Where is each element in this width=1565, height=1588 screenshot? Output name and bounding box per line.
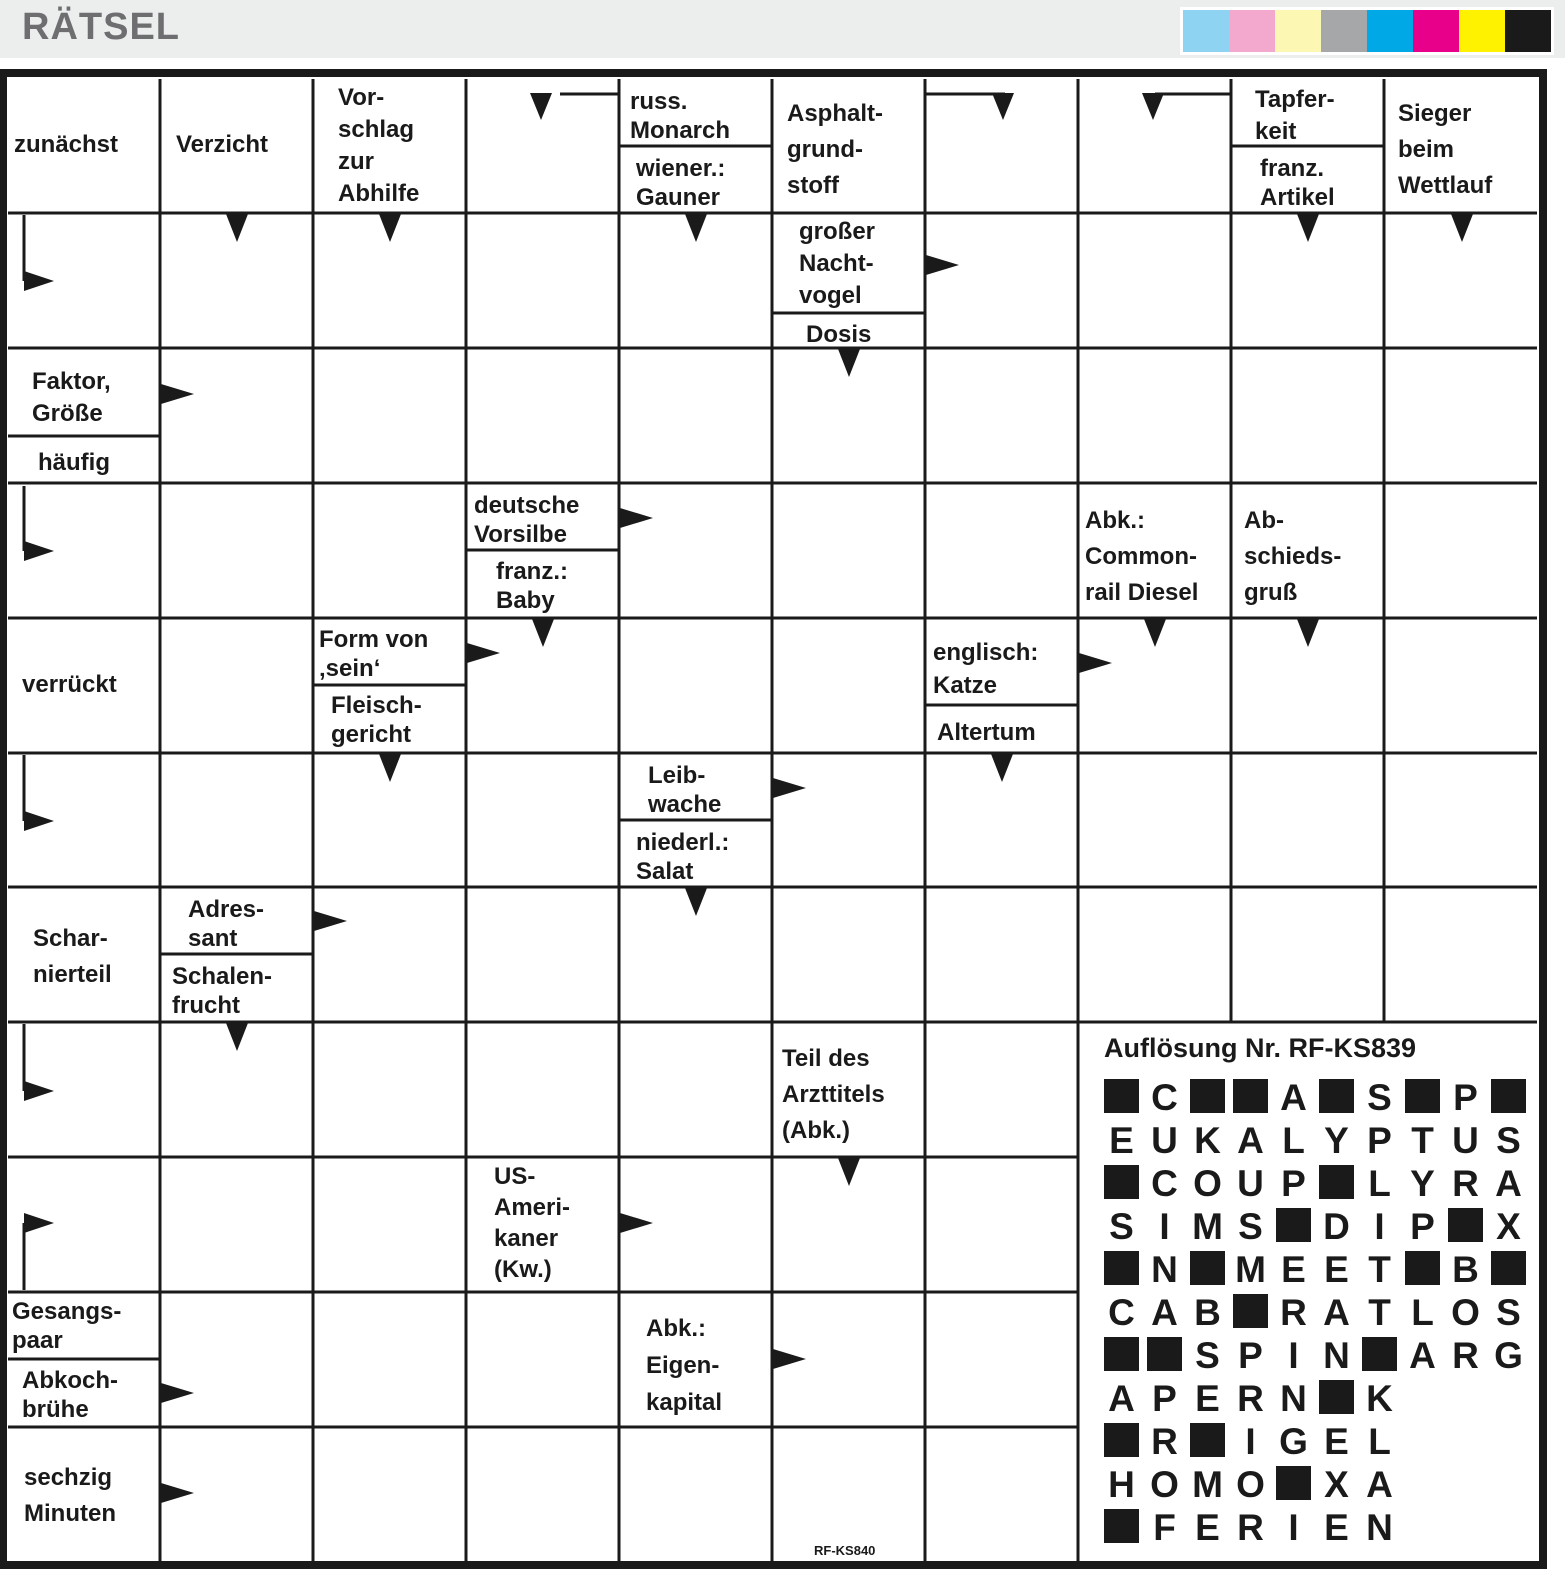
solution-block — [1448, 1208, 1483, 1242]
right-arrow-icon — [773, 1349, 806, 1369]
clue-zunaechst: zunächst — [14, 131, 119, 158]
solution-letter: E — [1324, 1249, 1349, 1290]
solution-letter: I — [1288, 1335, 1299, 1376]
solution-letter: E — [1324, 1421, 1349, 1462]
solution-letter: D — [1323, 1206, 1350, 1247]
clue-nachtvogel: großer Nacht- vogel — [799, 218, 876, 309]
clue-franz-artikel: franz. Artikel — [1260, 155, 1335, 211]
clue-altertum: Altertum — [937, 719, 1036, 746]
bent-arrow-icon — [24, 1213, 54, 1233]
solution-letter: A — [1323, 1292, 1350, 1333]
solution-letter: L — [1411, 1292, 1434, 1333]
solution-letter: L — [1282, 1120, 1305, 1161]
solution-block — [1362, 1337, 1397, 1371]
solution-letter: A — [1409, 1335, 1436, 1376]
solution-letter: H — [1108, 1464, 1135, 1505]
solution-block — [1233, 1079, 1268, 1113]
clue-dosis: Dosis — [806, 321, 872, 348]
right-arrow-icon — [161, 384, 194, 404]
solution-letter: T — [1368, 1249, 1391, 1290]
solution-letter: A — [1108, 1378, 1135, 1419]
solution-letter: I — [1288, 1507, 1299, 1548]
down-arrow-icon — [1451, 214, 1473, 242]
solution-row — [1100, 1421, 1401, 1463]
solution-letter: A — [1280, 1077, 1307, 1118]
solution-letter: A — [1366, 1464, 1393, 1505]
solution-letter: K — [1194, 1120, 1221, 1161]
solution-letter: K — [1366, 1378, 1393, 1419]
clue-scharnierteil: Schar- nierteil — [33, 925, 112, 988]
solution-letter: P — [1152, 1378, 1177, 1419]
solution-block — [1104, 1079, 1139, 1113]
clue-verrueckt: verrückt — [22, 671, 117, 698]
right-arrow-icon — [467, 643, 500, 663]
solution-block — [1104, 1165, 1139, 1199]
solution-block — [1104, 1509, 1139, 1543]
solution-block — [1190, 1251, 1225, 1285]
solution-row — [1100, 1206, 1530, 1248]
clue-vorschlag: Vor- schlag zur Abhilfe — [338, 84, 420, 207]
down-arrow-icon — [379, 754, 401, 782]
solution-letter: G — [1279, 1421, 1308, 1462]
clue-us-amerikaner: US- Ameri- kaner (Kw.) — [494, 1163, 571, 1283]
bent-arrow-icon — [992, 93, 1014, 120]
clue-wiener-gauner: wiener.: Gauner — [636, 155, 726, 211]
clue-crd: Abk.: Common- rail Diesel — [1085, 507, 1199, 606]
solution-block — [1491, 1079, 1526, 1113]
solution-block — [1276, 1208, 1311, 1242]
solution-letter: A — [1151, 1292, 1178, 1333]
solution-row — [1100, 1120, 1530, 1162]
right-arrow-icon — [161, 1483, 194, 1503]
clue-englisch-katze: englisch: Katze — [933, 639, 1039, 699]
solution-letter: T — [1368, 1292, 1391, 1333]
right-arrow-icon — [314, 911, 347, 931]
bent-arrow-icon — [1142, 93, 1164, 120]
solution-block — [1104, 1251, 1139, 1285]
solution-letter: N — [1151, 1249, 1178, 1290]
right-arrow-icon — [926, 255, 959, 275]
right-arrow-icon — [620, 1213, 653, 1233]
solution-letter: G — [1494, 1335, 1523, 1376]
solution-letter: P — [1453, 1077, 1478, 1118]
solution-letter: B — [1194, 1292, 1221, 1333]
solution-row — [1100, 1464, 1401, 1506]
solution-letter: S — [1109, 1206, 1134, 1247]
clue-russ-monarch: russ. Monarch — [630, 88, 731, 144]
solution-block — [1276, 1466, 1311, 1500]
solution-letter: E — [1195, 1378, 1220, 1419]
solution-letter: L — [1368, 1421, 1391, 1462]
clue-sechzig-minuten: sechzig Minuten — [24, 1464, 116, 1527]
solution-block — [1104, 1423, 1139, 1457]
clue-abkochbruehe: Abkoch- brühe — [22, 1367, 118, 1423]
solution-row — [1100, 1378, 1401, 1420]
solution-letter: E — [1195, 1507, 1220, 1548]
solution-letter: P — [1410, 1206, 1435, 1247]
solution-letter: R — [1280, 1292, 1307, 1333]
solution-block — [1405, 1251, 1440, 1285]
down-arrow-icon — [838, 1158, 860, 1186]
solution-letter: S — [1238, 1206, 1263, 1247]
bent-arrow-icon — [24, 1081, 54, 1101]
bent-arrow-stem — [546, 94, 619, 100]
solution-row — [1100, 1292, 1530, 1334]
down-arrow-icon — [1144, 619, 1166, 647]
clue-abschiedsgruss: Ab- schieds- gruß — [1244, 507, 1342, 606]
solution-letter: O — [1451, 1292, 1480, 1333]
clue-verzicht: Verzicht — [176, 131, 269, 158]
solution-row — [1100, 1077, 1530, 1119]
clue-schalenfrucht: Schalen- frucht — [172, 963, 273, 1019]
solution-letter: X — [1324, 1464, 1349, 1505]
right-arrow-icon — [620, 508, 653, 528]
solution-letter: A — [1495, 1163, 1522, 1204]
solution-letter: L — [1368, 1163, 1391, 1204]
bent-arrow-icon — [530, 93, 552, 120]
down-arrow-icon — [226, 214, 248, 242]
clue-eigenkapital: Abk.: Eigen- kapital — [646, 1315, 723, 1416]
bent-arrow-icon — [24, 541, 54, 561]
solution-letter: N — [1323, 1335, 1350, 1376]
solution-letter: Y — [1324, 1120, 1349, 1161]
down-arrow-icon — [685, 214, 707, 242]
clue-tapferkeit: Tapfer- keit — [1255, 86, 1335, 145]
solution-letter: E — [1109, 1120, 1134, 1161]
solution-block — [1147, 1337, 1182, 1371]
solution-title: Auflösung Nr. RF-KS839 — [1104, 1033, 1417, 1063]
solution-letter: M — [1192, 1206, 1223, 1247]
solution-letter: C — [1108, 1292, 1135, 1333]
solution-block — [1491, 1251, 1526, 1285]
solution-letter: T — [1411, 1120, 1434, 1161]
solution-letter: X — [1496, 1206, 1521, 1247]
solution-letter: O — [1236, 1464, 1265, 1505]
clue-fleischgericht: Fleisch- gericht — [331, 692, 422, 748]
solution-row — [1100, 1163, 1530, 1205]
right-arrow-icon — [773, 778, 806, 798]
solution-letter: B — [1452, 1249, 1479, 1290]
solution-block — [1190, 1079, 1225, 1113]
solution-row — [1100, 1249, 1530, 1291]
puzzle-code: RF-KS840 — [814, 1543, 876, 1558]
solution-letter: P — [1367, 1120, 1392, 1161]
clue-sieger: Sieger beim Wettlauf — [1398, 100, 1493, 199]
solution-block — [1319, 1079, 1354, 1113]
clue-leibwache: Leib- wache — [648, 762, 722, 818]
solution-letter: E — [1281, 1249, 1306, 1290]
clue-haeufig: häufig — [38, 449, 110, 476]
down-arrow-icon — [838, 349, 860, 377]
down-arrow-icon — [532, 619, 554, 647]
bent-arrow-icon — [24, 271, 54, 291]
page-title: RÄTSEL — [22, 6, 180, 48]
solution-letter: M — [1192, 1464, 1223, 1505]
solution-letter: I — [1374, 1206, 1385, 1247]
solution-letter: R — [1237, 1378, 1264, 1419]
solution-letter: S — [1367, 1077, 1392, 1118]
clue-arzttitel: Teil des Arzttitels (Abk.) — [782, 1045, 885, 1144]
solution-letter: P — [1281, 1163, 1306, 1204]
solution-block — [1233, 1294, 1268, 1328]
solution-letter: S — [1195, 1335, 1220, 1376]
solution-letter: R — [1151, 1421, 1178, 1462]
solution-block — [1104, 1337, 1139, 1371]
solution-letter: U — [1237, 1163, 1264, 1204]
solution-block — [1319, 1165, 1354, 1199]
solution-letter: N — [1366, 1507, 1393, 1548]
down-arrow-icon — [379, 214, 401, 242]
solution-letter: F — [1153, 1507, 1176, 1548]
down-arrow-icon — [1297, 619, 1319, 647]
right-arrow-icon — [161, 1383, 194, 1403]
solution-block — [1319, 1380, 1354, 1414]
down-arrow-icon — [991, 754, 1013, 782]
solution-letter: I — [1245, 1421, 1256, 1462]
solution-letter: O — [1150, 1464, 1179, 1505]
solution-letter: U — [1151, 1120, 1178, 1161]
solution-block — [1405, 1079, 1440, 1113]
clue-adressant: Adres- sant — [188, 896, 265, 952]
clue-asphalt: Asphalt- grund- stoff — [787, 100, 883, 199]
down-arrow-icon — [226, 1023, 248, 1051]
solution-letter: C — [1151, 1163, 1178, 1204]
solution-letter: A — [1237, 1120, 1264, 1161]
solution-letter: R — [1452, 1335, 1479, 1376]
clue-deutsche-vorsilbe: deutsche Vorsilbe — [474, 492, 580, 548]
clue-franz-baby: franz.: Baby — [496, 558, 568, 614]
solution-letter: R — [1237, 1507, 1264, 1548]
down-arrow-icon — [685, 888, 707, 916]
solution-letter: Y — [1410, 1163, 1435, 1204]
solution-letter: S — [1496, 1120, 1521, 1161]
clue-faktor: Faktor, Größe — [32, 368, 111, 427]
solution-letter: N — [1280, 1378, 1307, 1419]
solution-letter: C — [1151, 1077, 1178, 1118]
clue-niederl-salat: niederl.: Salat — [636, 829, 730, 885]
solution-letter: U — [1452, 1120, 1479, 1161]
down-arrow-icon — [1297, 214, 1319, 242]
solution-row — [1100, 1335, 1530, 1377]
solution-letter: R — [1452, 1163, 1479, 1204]
solution-letter: O — [1193, 1163, 1222, 1204]
clue-gesangspaar: Gesangs- paar — [12, 1298, 122, 1354]
bent-arrow-icon — [24, 811, 54, 831]
solution-letter: I — [1159, 1206, 1170, 1247]
solution-block — [1190, 1423, 1225, 1457]
solution-letter: S — [1496, 1292, 1521, 1333]
solution-row — [1100, 1507, 1401, 1549]
solution-letter: M — [1235, 1249, 1266, 1290]
clue-form-sein: Form von ‚sein‘ — [319, 626, 429, 682]
solution-letter: P — [1238, 1335, 1263, 1376]
solution-letter: E — [1324, 1507, 1349, 1548]
right-arrow-icon — [1079, 653, 1112, 673]
